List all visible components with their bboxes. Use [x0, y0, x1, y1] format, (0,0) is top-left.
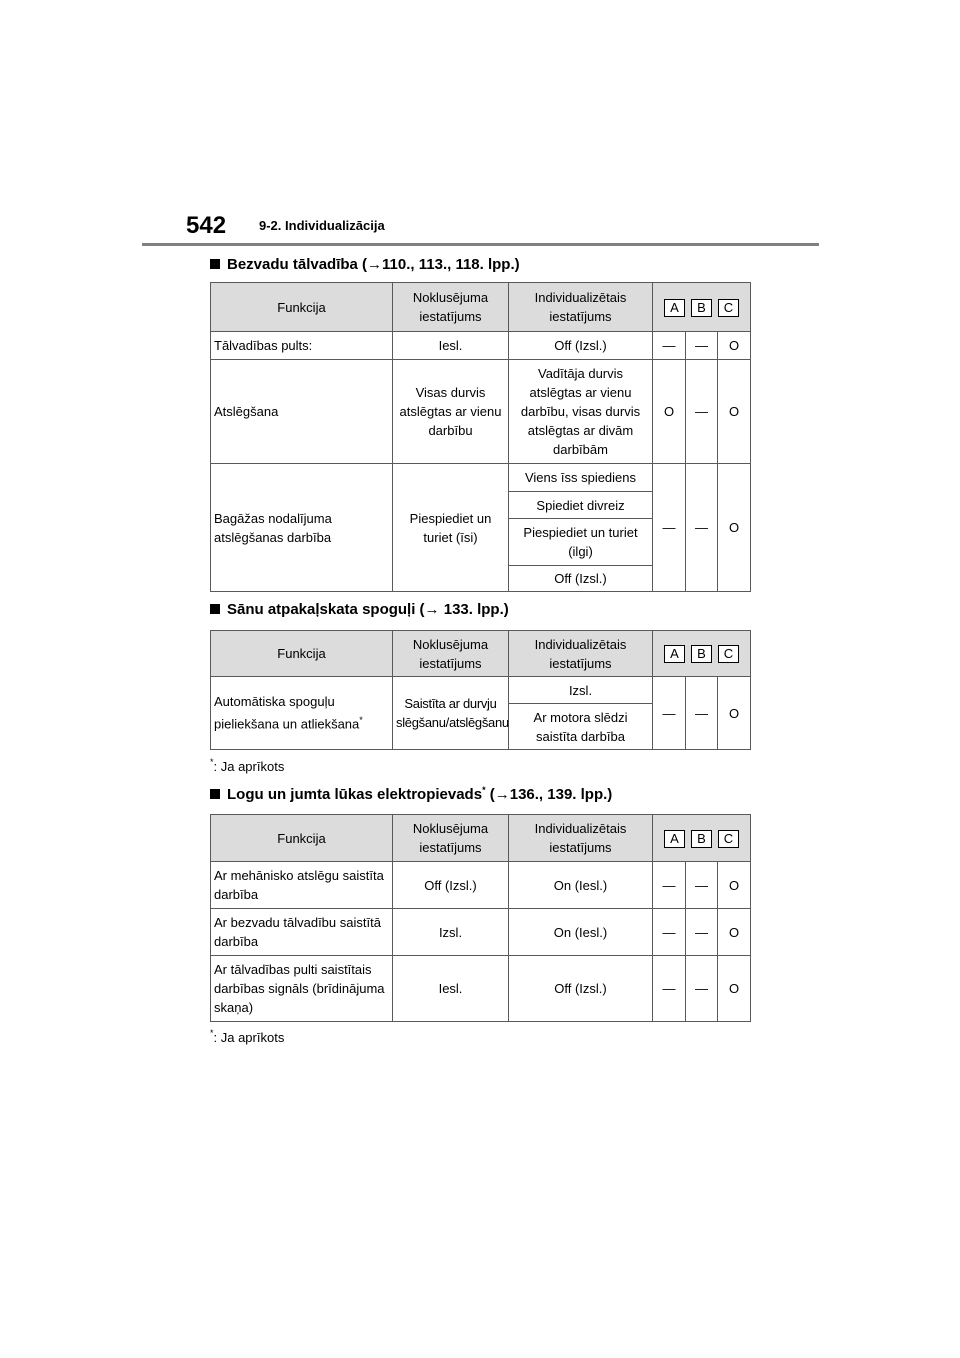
footnote-text: : Ja aprīkots: [213, 1030, 285, 1045]
col-c-label: C: [718, 830, 739, 848]
col-b-label: B: [691, 645, 712, 663]
row-c: O: [718, 464, 751, 592]
table-row: [211, 909, 751, 956]
row-function: [211, 677, 393, 750]
row-b: —: [686, 464, 718, 592]
footnote-mark: *: [210, 757, 214, 767]
row-function-text: Automātiska spoguļu pieliekšana un atliekšana: [214, 694, 360, 732]
col-c-label: C: [718, 645, 739, 663]
col-abc: [653, 631, 751, 677]
remote-control-table: [210, 282, 751, 592]
row-a: —: [653, 464, 686, 592]
row-default: Visas durvis atslēgtas ar vienu darbību: [393, 360, 509, 464]
row-c: O: [718, 360, 751, 464]
row-custom: Off (Izsl.): [509, 956, 653, 1022]
table-row: [211, 677, 751, 704]
row-a: —: [653, 909, 686, 956]
col-default: Noklusējuma iestatījums: [393, 631, 509, 677]
col-custom: Individualizētais iestatījums: [509, 631, 653, 677]
row-function: Ar tālvadības pulti saistītais darbības signāls (brīdinājuma skaņa): [211, 956, 393, 1022]
row-b: —: [686, 909, 718, 956]
page-number: 542: [186, 212, 227, 239]
row-custom: On (Iesl.): [509, 909, 653, 956]
footnote: [210, 1030, 284, 1046]
row-default: Off (Izsl.): [393, 862, 509, 909]
row-b: —: [686, 956, 718, 1022]
row-custom: Vadītāja durvis atslēgtas ar vienu darbību, visas durvis atslēgtas ar divām darbībām: [509, 360, 653, 464]
col-b-label: B: [691, 830, 712, 848]
row-a: —: [653, 332, 686, 360]
section-title: 9-2. Individualizācija: [259, 218, 385, 233]
col-default: Noklusējuma iestatījums: [393, 283, 509, 332]
row-default: Piespiediet un turiet (īsi): [393, 464, 509, 592]
row-custom-option: Viens īss spiediens: [509, 464, 653, 492]
row-custom-option: Izsl.: [509, 677, 653, 704]
col-c-label: C: [718, 299, 739, 317]
row-function: Ar mehānisko atslēgu saistīta darbība: [211, 862, 393, 909]
table-header-row: [211, 283, 751, 332]
table-row: [211, 956, 751, 1022]
row-custom-option: Spiediet divreiz: [509, 492, 653, 519]
table-header-row: [211, 815, 751, 862]
row-c: O: [718, 862, 751, 909]
row-default: Saistīta ar durvju slēgšanu/atslēgšanu: [393, 677, 509, 750]
power-windows-table: [210, 814, 751, 1022]
col-custom: Individualizētais iestatījums: [509, 815, 653, 862]
row-b: —: [686, 862, 718, 909]
col-function: Funkcija: [211, 631, 393, 677]
table-header-row: [211, 631, 751, 677]
row-b: —: [686, 332, 718, 360]
col-abc: [653, 815, 751, 862]
row-function: Bagāžas nodalījuma atslēgšanas darbība: [211, 464, 393, 592]
row-function: Ar bezvadu tālvadību saistītā darbība: [211, 909, 393, 956]
col-function: Funkcija: [211, 283, 393, 332]
row-c: O: [718, 909, 751, 956]
header-divider: [142, 243, 819, 246]
section3-heading: [210, 785, 612, 805]
row-c: O: [718, 956, 751, 1022]
col-a-label: A: [664, 299, 685, 317]
square-bullet-icon: [210, 259, 220, 269]
row-custom-option: Ar motora slēdzi saistīta darbība: [509, 704, 653, 750]
row-function: Tālvadības pults:: [211, 332, 393, 360]
footnote-mark: *: [210, 1028, 214, 1038]
section3-title: Logu un jumta lūkas elektropievads: [227, 786, 483, 803]
row-a: O: [653, 360, 686, 464]
square-bullet-icon: [210, 604, 220, 614]
table-row: [211, 332, 751, 360]
col-b-label: B: [691, 299, 712, 317]
table-row: [211, 360, 751, 464]
row-c: O: [718, 332, 751, 360]
footnote-mark: *: [359, 715, 363, 726]
row-b: —: [686, 360, 718, 464]
col-default: Noklusējuma iestatījums: [393, 815, 509, 862]
col-abc: [653, 283, 751, 332]
row-default: Izsl.: [393, 909, 509, 956]
section2-title: Sānu atpakaļskata spoguļi (→ 133. lpp.): [227, 601, 509, 618]
footnote: [210, 759, 284, 775]
row-custom: On (Iesl.): [509, 862, 653, 909]
col-function: Funkcija: [211, 815, 393, 862]
table-row: [211, 464, 751, 492]
square-bullet-icon: [210, 789, 220, 799]
row-a: —: [653, 677, 686, 750]
section1-title: Bezvadu tālvadība (→110., 113., 118. lpp.): [227, 256, 520, 273]
row-a: —: [653, 862, 686, 909]
col-a-label: A: [664, 645, 685, 663]
col-custom: Individualizētais iestatījums: [509, 283, 653, 332]
col-a-label: A: [664, 830, 685, 848]
title-footnote-mark: *: [482, 785, 486, 795]
section3-ref: (→136., 139. lpp.): [485, 786, 613, 803]
section1-heading: [210, 255, 520, 275]
table-row: [211, 862, 751, 909]
footnote-text: : Ja aprīkots: [213, 759, 285, 774]
row-custom: Off (Izsl.): [509, 332, 653, 360]
row-a: —: [653, 956, 686, 1022]
row-custom-option: Piespiediet un turiet (ilgi): [509, 519, 653, 566]
row-c: O: [718, 677, 751, 750]
row-default: Iesl.: [393, 956, 509, 1022]
mirrors-table: [210, 630, 751, 750]
row-b: —: [686, 677, 718, 750]
row-function: Atslēgšana: [211, 360, 393, 464]
row-custom-option: Off (Izsl.): [509, 566, 653, 592]
row-default: Iesl.: [393, 332, 509, 360]
section2-heading: [210, 600, 509, 620]
